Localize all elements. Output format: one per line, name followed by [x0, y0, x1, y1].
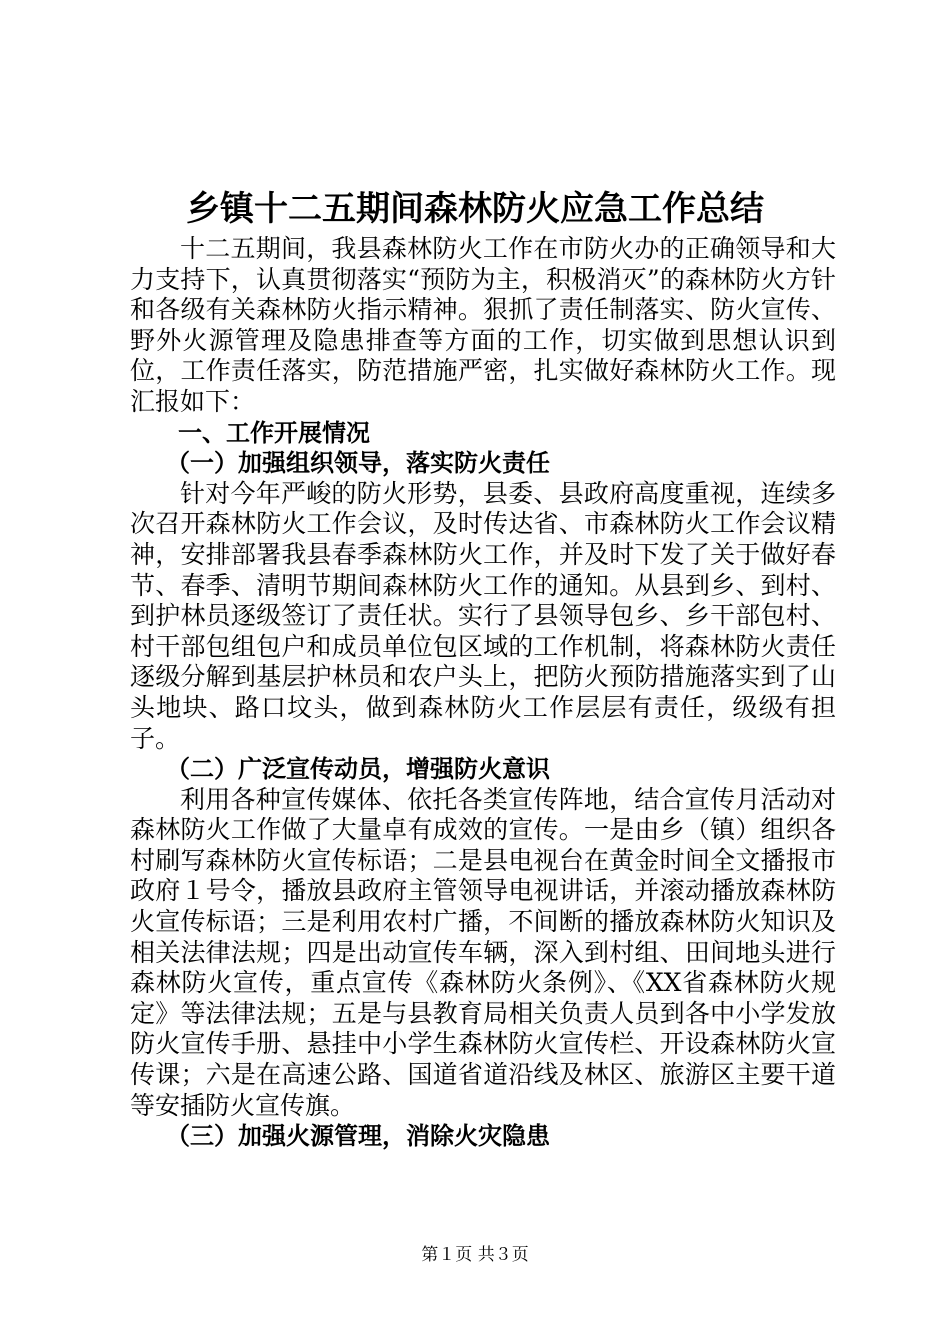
subsection-publicity-paragraph: 利用各种宣传媒体、依托各类宣传阵地，结合宣传月活动对森林防火工作做了大量卓有成效的宣传。一是由乡（镇）组织各村刷写森林防火宣传标语；二是县电视台在黄金时间全文播报市政府１号令，播放县政府主管领导电视讲话，并滚动播放森林防火宣传标语；三是利用农村广播，不间断的播放森林防火知识及相关法律法规；四是出动宣传车辆，深入到村组、田间地头进行森林防火宣传，重点宣传《森林防火条例》、《XX省森林防火规定》等法律法规；五是与县教育局相关负责人员到各中小学发放防火宣传手册、悬挂中小学生森林防火宣传栏、开设森林防火宣传课；六是在高速公路、国道省道沿线及林区、旅游区主要干道等安插防火宣传旗。: [130, 784, 836, 1120]
subsection-heading-organization: （一）加强组织领导，落实防火责任: [166, 449, 550, 478]
document-title: 乡镇十二五期间森林防火应急工作总结: [186, 189, 764, 229]
subsection-organization-paragraph: 针对今年严峻的防火形势，县委、县政府高度重视，连续多次召开森林防火工作会议，及时传达省、市森林防火工作会议精神，安排部署我县春季森林防火工作，并及时下发了关于做好春节、春季、清明节期间森林防火工作的通知。从县到乡、到村、到护林员逐级签订了责任状。实行了县领导包乡、乡干部包村、村干部包组包户和成员单位包区域的工作机制，将森林防火责任逐级分解到基层护林员和农户头上，把防火预防措施落实到了山头地块、路口坟头，做到森林防火工作层层有责任，级级有担子。: [130, 478, 836, 753]
intro-paragraph: 十二五期间，我县森林防火工作在市防火办的正确领导和大力支持下，认真贯彻落实“预防为主，积极消灭”的森林防火方针和各级有关森林防火指示精神。狠抓了责任制落实、防火宣传、野外火源管理及隐患排查等方面的工作，切实做到思想认识到位，工作责任落实，防范措施严密，扎实做好森林防火工作。现汇报如下：: [130, 234, 836, 416]
subsection-heading-publicity: （二）广泛宣传动员，增强防火意识: [166, 755, 550, 784]
section-heading-work-progress: 一、工作开展情况: [178, 418, 370, 447]
document-body: [130, 234, 836, 1152]
subsection-heading-fire-source: （三）加强火源管理，消除火灾隐患: [166, 1122, 550, 1151]
page-footer: 第１页 共３页: [421, 1245, 529, 1265]
